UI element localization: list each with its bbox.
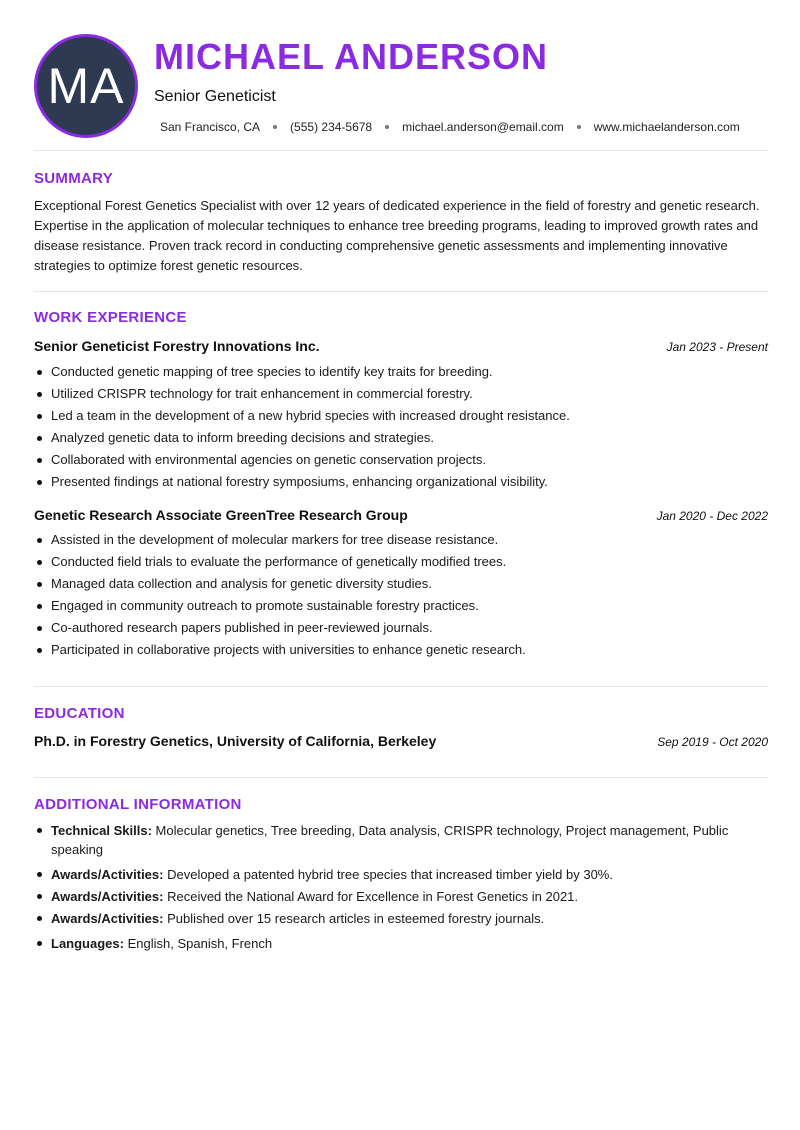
education-heading: EDUCATION (34, 705, 125, 722)
education-entry (34, 733, 768, 753)
job-title: Senior Geneticist Forestry Innovations Inc. (34, 338, 320, 354)
info-item (34, 934, 768, 953)
info-text: Published over 15 research articles in esteemed forestry journals. (167, 911, 545, 926)
summary-text: Exceptional Forest Genetics Specialist with over 12 years of dedicated experience in the field of forestry and genetic research. Expertise in the application of molecular techniques to enhance tree breeding programs, leading to improved growth rates and disease resistance. Proven track record in conducting comprehensive genetic assessments and implementing innovative strategies to optimize forest genetic resources. (34, 198, 760, 273)
degree: Ph.D. in Forestry Genetics, University of California, Berkeley (34, 733, 437, 749)
divider (34, 291, 768, 292)
divider (34, 150, 768, 151)
info-text: Developed a patented hybrid tree species that increased timber yield by 30%. (167, 867, 613, 882)
avatar-initials: MA (47, 58, 125, 114)
job-dates: Jan 2020 - Dec 2022 (656, 509, 768, 523)
info-label: Awards/Activities: (51, 867, 164, 882)
job-bullet: Assisted in the development of molecular markers for tree disease resistance. (34, 531, 768, 553)
job-header (34, 507, 768, 527)
summary-heading: SUMMARY (34, 170, 114, 187)
contact-website[interactable]: www.michaelanderson.com (593, 120, 740, 134)
separator-dot (577, 125, 581, 129)
work-experience-heading: WORK EXPERIENCE (34, 309, 187, 326)
job-bullet: Managed data collection and analysis for genetic diversity studies. (34, 575, 768, 597)
info-item (34, 909, 768, 934)
candidate-name: MICHAEL ANDERSON (154, 36, 549, 77)
info-item (34, 887, 768, 909)
contact-email[interactable]: michael.anderson@email.com (402, 120, 564, 134)
job-bullet: Led a team in the development of a new hybrid species with increased drought resistance. (34, 407, 768, 429)
info-text: English, Spanish, French (127, 936, 273, 951)
info-item (34, 821, 768, 865)
info-label: Awards/Activities: (51, 889, 164, 904)
job-title: Genetic Research Associate GreenTree Research Group (34, 507, 408, 523)
job-bullet: Presented findings at national forestry symposiums, enhancing organizational visibility. (34, 473, 768, 495)
candidate-title: Senior Geneticist (154, 88, 276, 105)
avatar (34, 34, 138, 138)
job-bullets (34, 531, 768, 663)
contact-row (160, 120, 740, 134)
info-label: Languages: (51, 936, 124, 951)
job-bullet: Engaged in community outreach to promote sustainable forestry practices. (34, 597, 768, 619)
resume-header (34, 34, 768, 138)
additional-info-list (34, 821, 768, 953)
info-label: Technical Skills: (51, 823, 152, 838)
job-bullet: Co-authored research papers published in peer-reviewed journals. (34, 619, 768, 641)
job-header (34, 338, 768, 358)
job-bullet: Participated in collaborative projects with universities to enhance genetic research. (34, 641, 768, 663)
job-bullets (34, 363, 768, 495)
separator-dot (273, 125, 277, 129)
info-item (34, 865, 768, 887)
additional-info-heading: ADDITIONAL INFORMATION (34, 796, 242, 813)
divider (34, 777, 768, 778)
contact-location: San Francisco, CA (160, 120, 261, 134)
info-text: Received the National Award for Excellence in Forest Genetics in 2021. (167, 889, 579, 904)
education-dates: Sep 2019 - Oct 2020 (657, 735, 768, 749)
job-bullet: Conducted genetic mapping of tree species to identify key traits for breeding. (34, 363, 768, 385)
info-label: Awards/Activities: (51, 911, 164, 926)
job-dates: Jan 2023 - Present (666, 340, 768, 354)
info-text: Molecular genetics, Tree breeding, Data analysis, CRISPR technology, Project management, Public speaking (51, 823, 729, 857)
job-bullet: Conducted field trials to evaluate the performance of genetically modified trees. (34, 553, 768, 575)
divider (34, 686, 768, 687)
job-bullet: Collaborated with environmental agencies on genetic conservation projects. (34, 451, 768, 473)
job-bullet: Analyzed genetic data to inform breeding decisions and strategies. (34, 429, 768, 451)
job-bullet: Utilized CRISPR technology for trait enhancement in commercial forestry. (34, 385, 768, 407)
separator-dot (385, 125, 389, 129)
contact-phone: (555) 234-5678 (290, 120, 373, 134)
